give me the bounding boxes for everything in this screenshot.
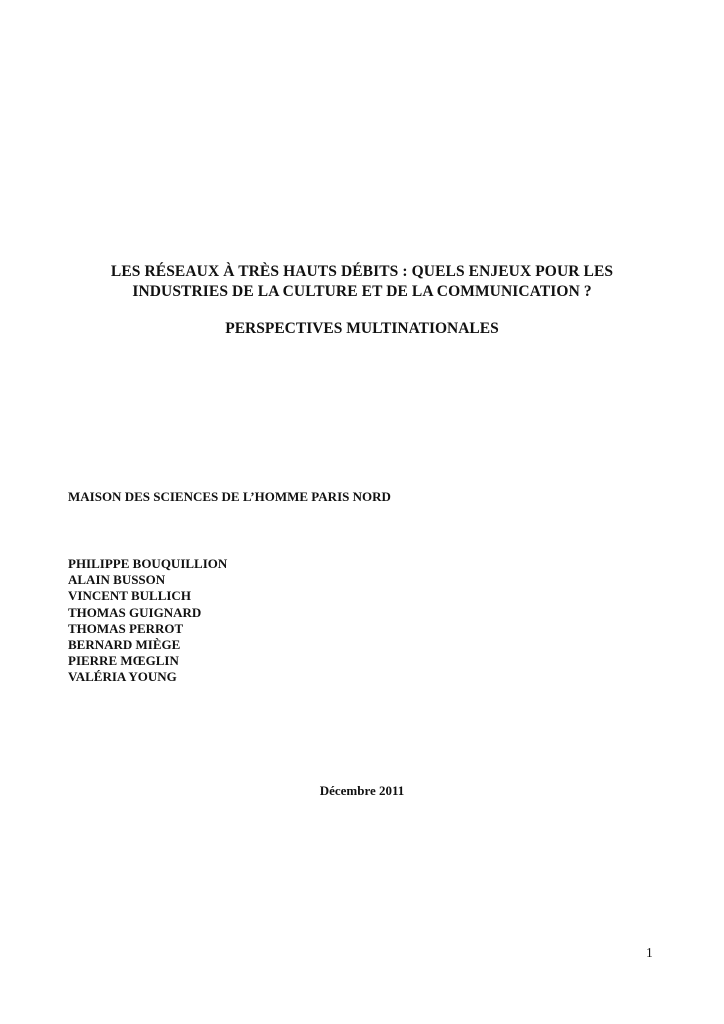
- publication-date: Décembre 2011: [319, 783, 405, 798]
- author-list: [68, 556, 227, 686]
- author-name: VINCENT BULLICH: [68, 588, 191, 604]
- institution-name: MAISON DES SCIENCES DE L’HOMME PARIS NORD: [68, 489, 391, 504]
- title-line-2: INDUSTRIES DE LA CULTURE ET DE LA COMMUNICATION ?: [132, 283, 592, 300]
- title-line-1: LES RÉSEAUX À TRÈS HAUTS DÉBITS : QUELS ENJEUX POUR LES: [110, 263, 614, 280]
- author-name: PHILIPPE BOUQUILLION: [68, 556, 228, 571]
- author-name: THOMAS PERROT: [68, 620, 184, 636]
- author-name: ALAIN BUSSON: [68, 572, 166, 588]
- author-name: PIERRE MŒGLIN: [68, 653, 179, 669]
- author-name: THOMAS GUIGNARD: [68, 604, 202, 620]
- author-name: VALÉRIA YOUNG: [68, 669, 177, 685]
- document-subtitle: PERSPECTIVES MULTINATIONALES: [225, 320, 499, 337]
- document-title: [60, 262, 664, 302]
- author-name: BERNARD MIÈGE: [68, 637, 181, 653]
- page-number: 1: [646, 945, 653, 960]
